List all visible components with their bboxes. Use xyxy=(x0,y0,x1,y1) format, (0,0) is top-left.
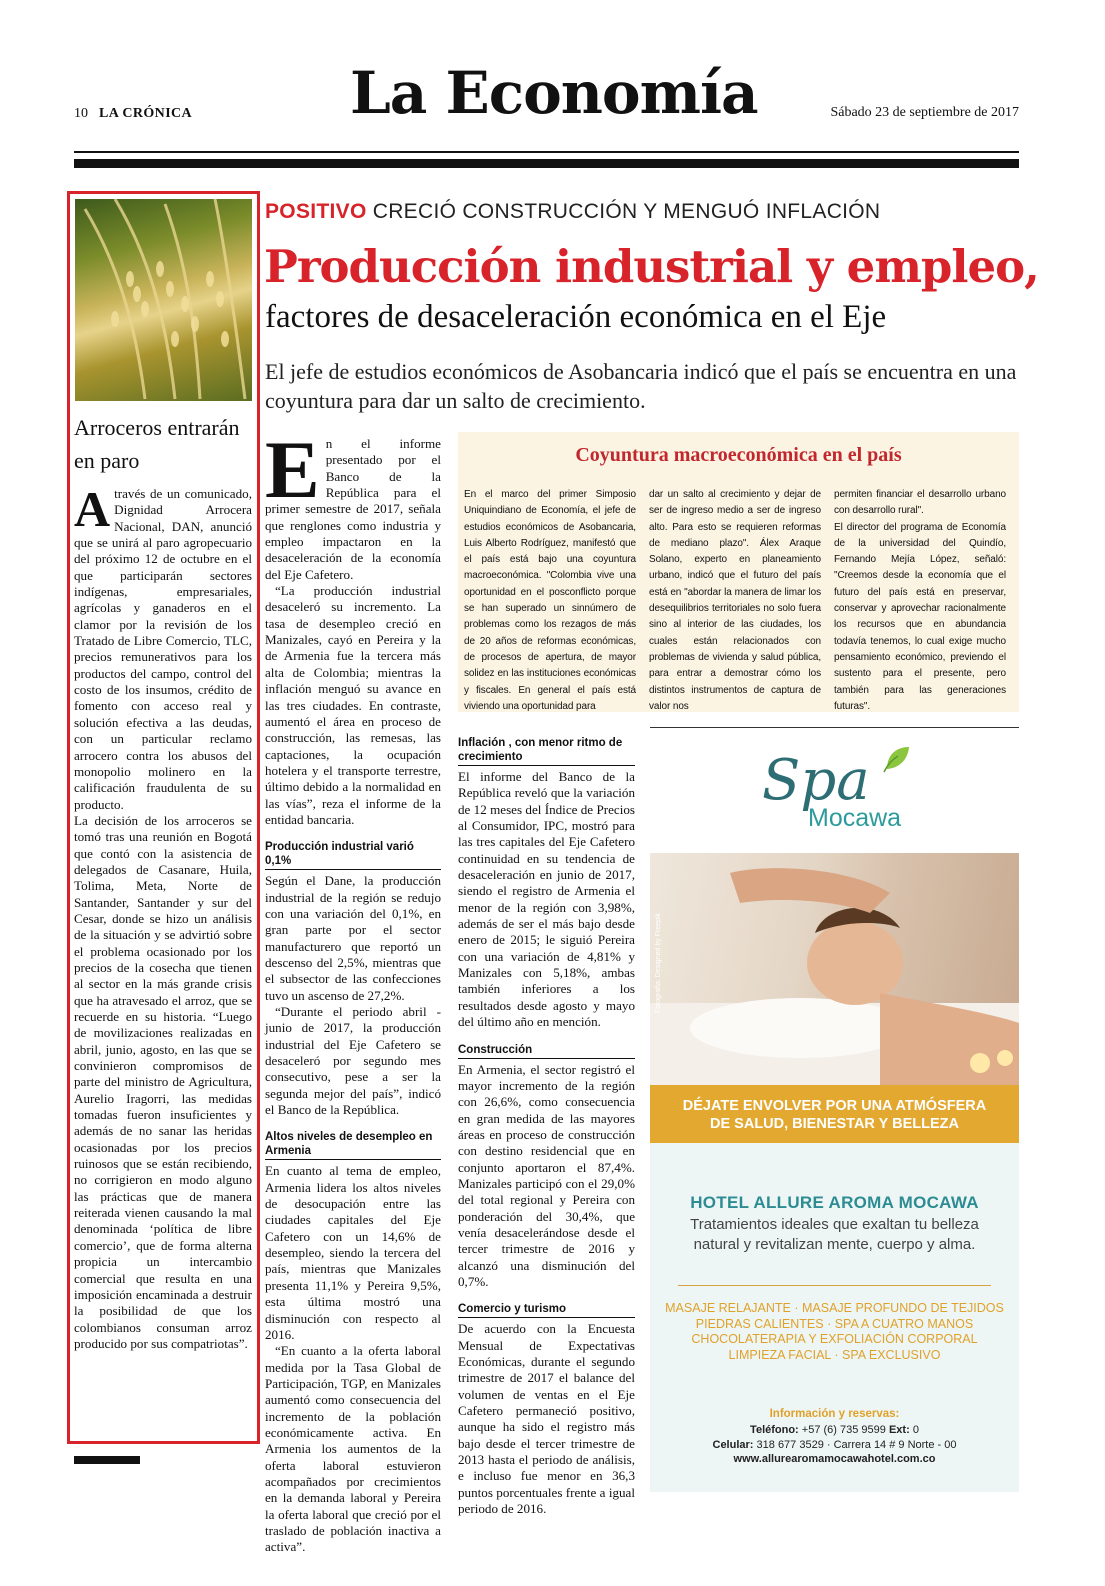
article-column-2 xyxy=(458,736,635,1517)
spa-logo-name: Mocawa xyxy=(808,804,902,832)
article-paragraph: En Armenia, el sector registró el mayor incremento de la región con 26,6%, como consecuencia en gran medida de las mayores áreas en proceso de construcción con destino residencial que en conjunto aportaron el 87,4%. Manizales participó con el 29,0% del total regional y Pereira con ponderación del 30,4%, que venía desacelerándose desde el tercer trimestre de 2016 y alcanzó una disminución del 0,7%. xyxy=(458,1061,635,1289)
services-line: CHOCOLATERAPIA Y EXFOLIACIÓN CORPORAL xyxy=(691,1332,978,1346)
leaf-icon xyxy=(882,744,912,774)
hotel-name: HOTEL ALLURE AROMA MOCAWA xyxy=(690,1193,979,1212)
services-line: PIEDRAS CALIENTES · SPA A CUATRO MANOS xyxy=(695,1316,974,1331)
article-paragraph: Según el Dane, la producción industrial de la región se redujo con una variación del 0,1%, en gran parte por el sector manufacturero que reportó un descenso del 2,5%, mientras que el subsector de las confecciones tuvo un ascenso de 27,2%. xyxy=(265,873,441,1003)
masthead-rule-thin xyxy=(74,151,1019,153)
ext-label: Ext: xyxy=(888,1424,910,1436)
subheading-construction: Construcción xyxy=(458,1043,635,1059)
website-link[interactable]: www.allurearomamocawahotel.com.co xyxy=(733,1453,936,1465)
article-paragraph: El informe del Banco de la República reveló que la variación de 12 meses del Índice de Precios al Consumidor, IPC, mostró para las tres capitales del Eje Cafetero continuidad en su tendencia de desaceleración en junio de 2017, siendo el registro de Armenia el menor de la región con 3,98%, además de ser el más bajo desde enero de 2015; le siguió Pereira con una variación de 4,81% y Manizales con 5,18%, ambas también inferiores a los resultados desde agosto y mayo del último año en mención. xyxy=(458,769,635,1030)
subheading-commerce: Comercio y turismo xyxy=(458,1302,635,1318)
box-title: Coyuntura macroeconómica en el país xyxy=(575,444,902,466)
services-line: MASAJE RELAJANTE · MASAJE PROFUNDO DE TEJIDOS xyxy=(665,1301,1004,1315)
services-line: LIMPIEZA FACIAL · SPA EXCLUSIVO xyxy=(728,1347,941,1362)
ad-rule xyxy=(650,727,1019,728)
sidebar-paragraph: La decisión de los arroceros se tomó tras una reunión en Bogotá que contó con la asistencia de delegados de Casanare, Huila, Tolima, Meta, Norte de Santander, Santander y sur del Cesar, donde se hizo un análisis de la situación y se advirtió sobre el problema ocasionado por los precios de la cosecha que tienen al sector en la más grande crisis que ha atravesado el arroz, que se recuerde en su historia. “Luego de movilizaciones realizadas en abril, junio, agosto, en las que se convinieron compromisos de parte del ministro de Agricultura, Aurelio Iragorri, las medidas tomadas fueron insuficientes y además de no sanar las heridas ocasionadas por los precios ruinosos que se están recibiendo, no corrigieron en modo alguno las prácticas que de manera reiterada vienen causando la mal denominada ‘política de libre comercio’, que de forma alterna propicia un intercambio comercial que resulta en una imposición encaminada a destruir la posibilidad de que los colombianos consuman arroz producido por sus compatriotas”. xyxy=(74,812,252,1351)
ext-number: 0 xyxy=(912,1424,919,1436)
spa-advertisement[interactable] xyxy=(650,740,1019,1492)
article-headline: Producción industrial y empleo, xyxy=(264,240,1039,293)
cell-label: Celular: xyxy=(712,1438,754,1451)
sidebar-end-mark xyxy=(74,1456,140,1464)
sidebar-drop-cap: A xyxy=(74,481,111,537)
article-subheadline: factores de desaceleración económica en el Eje xyxy=(265,299,887,335)
hotel-tagline: Tratamientos ideales que exaltan tu belleza natural y revitalizan mente, cuerpo y alma. xyxy=(690,1216,979,1253)
ad-divider xyxy=(678,1285,991,1286)
article-paragraph: En cuanto al tema de empleo, Armenia lidera los altos niveles de desocupación entre las ciudades capitales del Eje Cafetero con un 14,6% de desempleo, siendo la tercera del país, mientras que Manizales presenta 11,1% y Pereira 9,5%, esta última mostró una disminución con respecto al 2016. xyxy=(265,1163,441,1342)
sidebar-paragraph: través de un comunicado, Dignidad Arrocera Nacional, DAN, anunció que se unirá al paro agropecuario del próximo 12 de octubre en el que participarán sectores indígenas, empresariales, agrícolas y ganaderos en el clamor por la revisión de los Tratado de Libre Comercio, TLC, precios remunerativos para los productos del campo, control del costo de los insumos, crédito de fomento con acceso real y solución efectiva a las deudas, con un particular reclamo arrocero contra los abusos del monopolio molinero en la calificación fraudulenta de su producto. xyxy=(74,486,252,812)
article-paragraph: “Durante el periodo abril - junio de 2017, la producción industrial del Eje Cafetero se desaceleró por segundo mes consecutivo, pese a ser la segunda mejor del país”, indicó el Banco de la República. xyxy=(265,1004,441,1118)
box-paragraph: El director del programa de Economía de la universidad del Quindío, Fernando Mejía López, señaló: "Creemos desde la economía que el futuro del país está en preservar, conservar y aprovechar racionalmente los recursos que en abundancia todavía tenemos, lo cual exige mucho pensamiento económico, previendo el sustento para el presente, pero también para las generaciones futuras". xyxy=(834,521,1006,712)
subheading-inflation: Inflación , con menor ritmo de crecimiento xyxy=(458,736,635,766)
subheading-unemployment: Altos niveles de desempleo en Armenia xyxy=(265,1130,441,1160)
box-column-3 xyxy=(834,487,1006,715)
article-drop-cap: E xyxy=(265,424,320,515)
services-list xyxy=(660,1301,1009,1363)
photo-credit: Fotografía: Designed by Freepik xyxy=(655,913,662,1013)
masthead-rule-thick xyxy=(74,159,1019,168)
kicker-label: POSITIVO xyxy=(265,200,367,223)
contact-info xyxy=(650,1423,1019,1467)
article-deck: El jefe de estudios económicos de Asobancaria indicó que el país se encuentra en una coyuntura para dar un salto de crecimiento. xyxy=(265,359,1017,413)
ad-slogan-line: DÉJATE ENVOLVER POR UNA ATMÓSFERA xyxy=(682,1098,987,1114)
subheading-industrial: Producción industrial varió 0,1% xyxy=(265,840,441,870)
article-paragraph: n el informe presentado por el Banco de la República para el primer semestre de 2017, señala que renglones como industria y empleo impactaron en la desaceleración de la economía del Eje Cafetero. xyxy=(265,436,441,582)
article-kicker xyxy=(265,200,880,224)
ad-details xyxy=(650,1143,1019,1492)
spa-logo-word: Spa xyxy=(762,748,870,813)
kicker-text: CRECIÓ CONSTRUCCIÓN Y MENGUÓ INFLACIÓN xyxy=(372,200,881,223)
sidebar-title: Arroceros entrarán en paro xyxy=(74,415,240,473)
article-paragraph: “La producción industrial desaceleró su incremento. La tasa de desempleo creció en Manizales, cayó en Pereira y la de Armenia fue la tercera más alta de Colombia; mientras la inflación menguó su avance en las tres ciudades. En contraste, aumentó el área en proceso de construcción, las remesas, las captaciones, la ocupación hotelera y el transporte terrestre, último debido a la normalidad en las vías”, reza el informe de la entidad bancaria. xyxy=(265,583,441,827)
box-paragraph: permiten financiar el desarrollo urbano con desarrollo rural". xyxy=(834,489,1006,517)
box-column-2: dar un salto al crecimiento y dejar de ser de ingreso medio a ser de ingreso alto. Para esto se requieren reformas de mediano plazo". Álex Araque Solano, experto en planeamiento urbano, indicó que el futuro del país está en "abordar la manera de limar los desequilibrios territoriales no solo fuera sino al interior de las ciudades, los cuales están relacionados con problemas de vivienda y salud pública, para entrar a demostrar cómo los distintos instrumentos de captura de valor nos xyxy=(649,489,821,712)
sidebar-rice-story xyxy=(67,191,260,1444)
ad-slogan-band xyxy=(650,1085,1019,1143)
info-title: Información y reservas: xyxy=(769,1408,900,1420)
phone-label: Teléfono: xyxy=(750,1424,799,1436)
rice-photo xyxy=(75,199,252,401)
paper-name: LA CRÓNICA xyxy=(99,106,193,121)
article-paragraph: “En cuanto a la oferta laboral medida por la Tasa Global de Participación, TGP, en Manizales aumentó como consecuencia del incremento de la población económicamente activa. En Armenia los aumentos de la oferta laboral estuvieron acompañados por crecimientos en la demanda laboral y Pereira la oferta laboral que creció por el traslado de población inactiva a activa”. xyxy=(265,1343,441,1555)
spa-logo xyxy=(650,740,1019,840)
spa-massage-photo xyxy=(650,853,1019,1085)
cell-and-address[interactable]: 318 677 3529 · Carrera 14 # 9 Norte - 00 xyxy=(756,1438,957,1451)
phone-number[interactable]: +57 (6) 735 9599 xyxy=(801,1424,886,1436)
article-paragraph: De acuerdo con la Encuesta Mensual de Expectativas Económicas, durante el segundo trimestre de 2017 el balance del volumen de ventas en el Eje Cafetero permaneció positivo, aunque ha sido el registro más bajo desde el tercer trimestre de 2013 hasta el periodo de análisis, e incluso fue menor en 36,3 puntos porcentuales frente a igual periodo de 2016. xyxy=(458,1321,635,1517)
box-column-1: En el marco del primer Simposio Uniquindiano de Economía, el jefe de estudios económicos de Asobancaria, Luis Alberto Rodríguez, manifestó que el país está bajo una coyuntura macroeconómica. "Colombia vive una oportunidad en el posconflicto porque se han superado un sinnúmero de problemas como los rezagos de más de 20 años de reformas económicas, de procesos de apertura, de mayor solidez en las instituciones económicas y fiscales. En general el país está viviendo una oportunidad para xyxy=(464,489,636,712)
article-column-1 xyxy=(265,424,441,1556)
macro-box xyxy=(458,432,1019,712)
sidebar-body xyxy=(74,481,252,1352)
section-title: La Economía xyxy=(350,59,758,127)
ad-slogan-line: DE SALUD, BIENESTAR Y BELLEZA xyxy=(710,1116,959,1132)
page-number: 10 xyxy=(74,106,88,121)
issue-date: Sábado 23 de septiembre de 2017 xyxy=(830,105,1019,120)
